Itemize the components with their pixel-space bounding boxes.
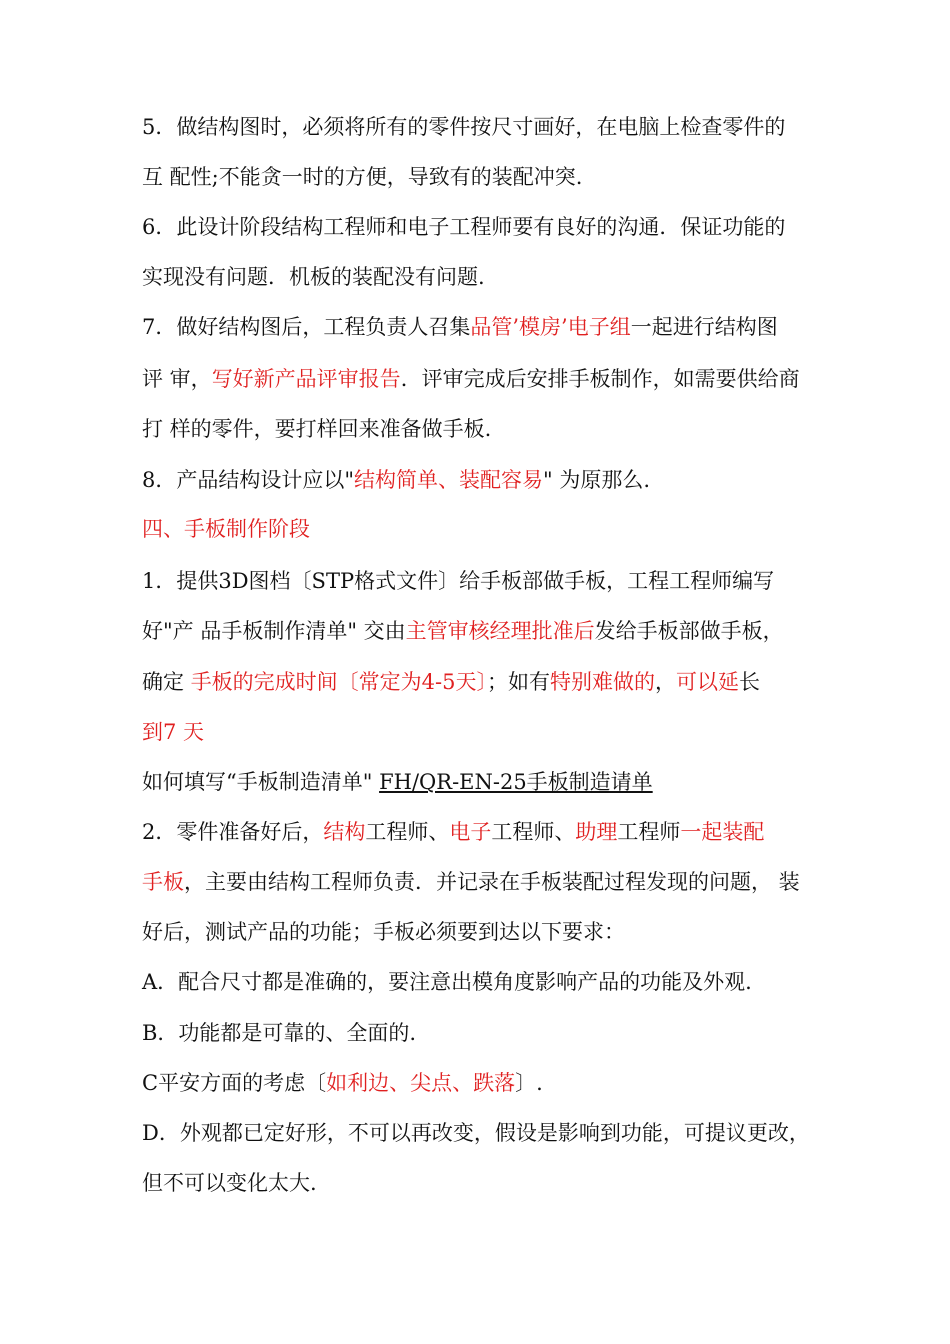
text-segment: 如何填写“手板制造清单" [142, 770, 380, 794]
text-segment: 好后，测试产品的功能；手板必须要到达以下要求： [142, 920, 625, 944]
highlighted-text: 一起装配 [680, 820, 765, 844]
text-segment: 5．做结构图时，必须将所有的零件按尺寸画好，在电脑上检查零件的 [142, 115, 786, 139]
highlighted-text: 四、手板制作阶段 [142, 517, 310, 541]
text-line [142, 968, 880, 996]
text-segment: 7．做好结构图后，工程负责人召集 [142, 315, 471, 339]
text-line [142, 365, 880, 393]
form-reference-link[interactable]: FH/QR-EN-25手板制造请单 [379, 770, 653, 794]
text-segment: ， [655, 670, 677, 694]
highlighted-text: 手板 [142, 870, 184, 894]
text-line [142, 918, 880, 946]
text-line [142, 263, 880, 291]
text-segment: ．评审完成后安排手板制作，如需要供给商 [400, 367, 800, 391]
text-line [142, 668, 880, 696]
text-segment: 打 样的零件，要打样回来准备做手板. [142, 417, 492, 441]
highlighted-text: 结构 [323, 820, 366, 844]
highlighted-text: 结构简单、装配容易 [354, 468, 544, 492]
text-segment: 工程师、 [365, 820, 450, 844]
highlighted-text: 手板的完成时间〔常定为4-5天〕 [190, 670, 488, 694]
text-line [142, 213, 880, 241]
text-line [142, 1119, 880, 1147]
text-segment: " 为原那么. [543, 468, 651, 492]
text-line [142, 718, 880, 746]
text-segment: 6．此设计阶段结构工程师和电子工程师要有良好的沟通．保证功能的 [142, 215, 786, 239]
text-segment: 工程师 [617, 820, 681, 844]
highlighted-text: 电子 [449, 820, 492, 844]
text-segment: 8．产品结构设计应以" [142, 468, 355, 492]
text-line [142, 1169, 880, 1197]
text-line [142, 818, 880, 846]
text-line [142, 1069, 880, 1097]
highlighted-text: 特别难做的 [550, 670, 656, 694]
text-segment: ；如有 [487, 670, 551, 694]
highlighted-text: 到7 天 [142, 720, 205, 744]
text-segment: 互 配性;不能贪一时的方便，导致有的装配冲突. [142, 165, 583, 189]
text-line [142, 567, 880, 595]
text-line [142, 415, 880, 443]
text-segment: 一起进行结构图 [630, 315, 778, 339]
text-segment: 确定 [142, 670, 191, 694]
text-segment: 好"产 品手板制作清单" 交由 [142, 619, 406, 643]
text-segment: 1．提供3D图档〔STP格式文件〕给手板部做手板，工程工程师编写 [142, 569, 775, 593]
text-segment: ，主要由结构工程师负责．并记录在手板装配过程发现的问题， 装 [184, 870, 800, 894]
text-segment: 长 [739, 670, 761, 694]
text-line [142, 113, 880, 141]
highlighted-text: 主管审核经理批准后 [405, 619, 595, 643]
text-segment: B．功能都是可靠的、全面的. [142, 1021, 417, 1045]
text-line [142, 617, 880, 645]
text-segment: 工程师、 [491, 820, 576, 844]
text-line [142, 313, 880, 341]
text-segment: D．外观都已定好形，不可以再改变，假设是影响到功能，可提议更改， [142, 1121, 810, 1145]
text-segment: A．配合尺寸都是准确的，要注意出模角度影响产品的功能及外观. [142, 970, 752, 994]
text-segment: 实现没有问题．机板的装配没有问题. [142, 265, 485, 289]
text-line [142, 868, 880, 896]
highlighted-text: 品管’模房’电子组 [470, 315, 631, 339]
text-segment: 发给手板部做手板， [594, 619, 784, 643]
text-line [142, 163, 880, 191]
highlighted-text: 如利边、尖点、跌落 [326, 1071, 516, 1095]
highlighted-text: 可以延 [676, 670, 740, 694]
text-segment: 2．零件准备好后， [142, 820, 324, 844]
highlighted-text: 写好新产品评审报告 [211, 367, 401, 391]
highlighted-text: 助理 [575, 820, 618, 844]
text-line [142, 768, 880, 796]
text-segment: 〕. [515, 1071, 543, 1095]
text-line [142, 1019, 880, 1047]
text-line [142, 466, 880, 494]
text-segment: C平安方面的考虑〔 [142, 1071, 327, 1095]
text-line [142, 515, 880, 543]
text-segment: 但不可以变化太大. [142, 1171, 317, 1195]
text-segment: 评 审， [142, 367, 212, 391]
